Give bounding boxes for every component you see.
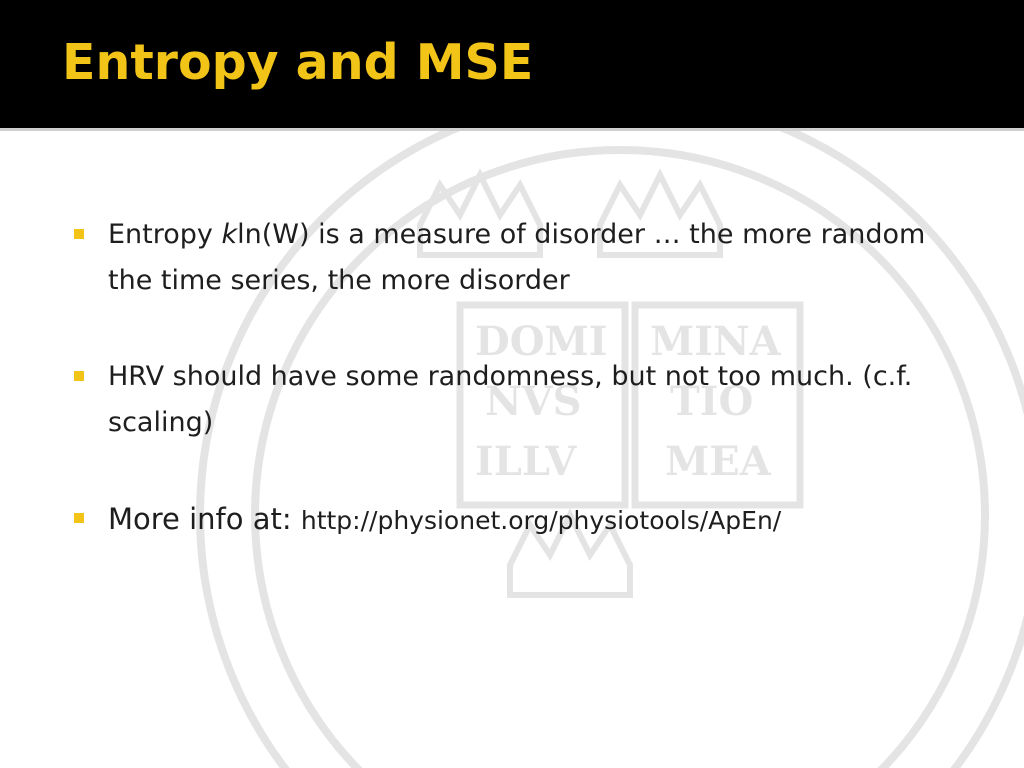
bullet-list bbox=[72, 212, 972, 544]
bullet-item-hrv bbox=[72, 354, 972, 446]
physionet-link[interactable]: http://physionet.org/physiotools/ApEn/ bbox=[300, 506, 782, 535]
bullet-marker-icon bbox=[74, 229, 84, 239]
bullet-text-more-info: More info at: bbox=[108, 502, 301, 536]
bullet-text-entropy-rest: ln(W) is a measure of disorder … the more random the time series, the more disorder bbox=[108, 219, 926, 296]
bullet-text-entropy-k: k bbox=[221, 219, 238, 250]
seal-text-mina: MINA bbox=[650, 318, 781, 365]
seal-text-domi: DOMI bbox=[475, 318, 608, 365]
seal-text-illv: ILLV bbox=[475, 438, 577, 485]
bullet-item-more-info bbox=[72, 496, 972, 544]
seal-text-mea: MEA bbox=[665, 438, 771, 485]
title-divider bbox=[0, 128, 1024, 131]
bullet-marker-icon bbox=[74, 513, 84, 523]
seal-text-tio: TIO bbox=[670, 378, 754, 425]
seal-text-nvs: NVS bbox=[485, 378, 582, 425]
bullet-text-entropy-pre: Entropy bbox=[108, 219, 222, 250]
bullet-marker-icon bbox=[74, 371, 84, 381]
bullet-text-hrv: HRV should have some randomness, but not too much. (c.f. scaling) bbox=[108, 361, 913, 438]
bullet-item-entropy bbox=[72, 212, 972, 304]
slide-title: Entropy and MSE bbox=[62, 34, 534, 91]
